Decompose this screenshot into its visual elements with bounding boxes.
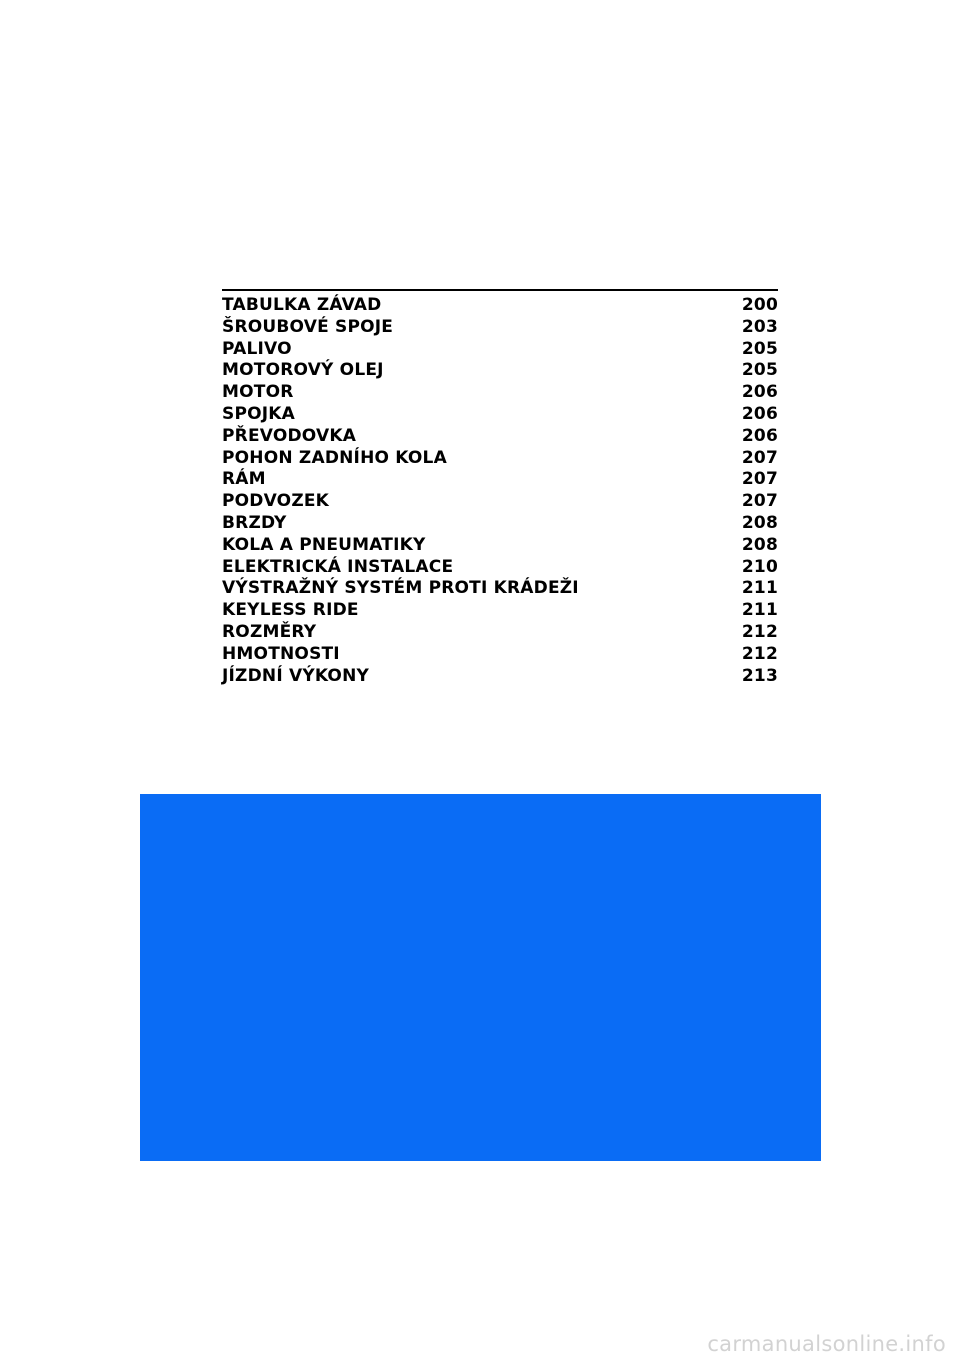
toc-entry-title: HMOTNOSTI [222, 643, 340, 664]
toc-entry-page: 212 [741, 643, 778, 664]
toc-entry-title: KEYLESS RIDE [222, 600, 359, 621]
toc-entry-page: 213 [741, 665, 778, 686]
toc-entry-title: PŘEVODOVKA [222, 425, 357, 446]
toc-entry[interactable] [222, 491, 778, 513]
toc-entry-title: ŠROUBOVÉ SPOJE [222, 316, 394, 337]
toc-entry-title: MOTOROVÝ OLEJ [222, 360, 384, 381]
toc-entry-title: SPOJKA [222, 403, 296, 424]
toc-entry-page: 211 [741, 600, 778, 621]
toc-entry[interactable] [222, 404, 778, 426]
toc-entry-page: 203 [741, 316, 778, 337]
toc-entry[interactable] [222, 382, 778, 404]
toc-entry-title: PODVOZEK [222, 491, 330, 512]
toc-entry-title: PALIVO [222, 338, 292, 359]
toc-entry[interactable] [222, 622, 778, 644]
toc-entry-page: 212 [741, 621, 778, 642]
toc-entry-title: ELEKTRICKÁ INSTALACE [222, 556, 454, 577]
toc-entry-page: 200 [741, 295, 778, 315]
toc-entry[interactable] [222, 295, 778, 317]
toc-entry[interactable] [222, 360, 778, 382]
toc-entry[interactable] [222, 557, 778, 579]
toc-entry[interactable] [222, 666, 778, 688]
toc-entry[interactable] [222, 317, 778, 339]
toc-entry-title: JÍZDNÍ VÝKONY [222, 665, 370, 686]
toc-entry-title: RÁM [222, 469, 266, 490]
toc-entry[interactable] [222, 644, 778, 666]
toc-entry-title: VÝSTRAŽNÝ SYSTÉM PROTI KRÁDEŽI [222, 578, 579, 599]
toc-entry[interactable] [222, 513, 778, 535]
toc-entry-page: 210 [741, 556, 778, 577]
toc-entry[interactable] [222, 448, 778, 470]
toc-entry-page: 205 [741, 360, 778, 381]
toc-entry-page: 211 [741, 578, 778, 599]
toc-entry-title: MOTOR [222, 382, 294, 403]
toc-entry-page: 208 [741, 534, 778, 555]
toc-entry-title: ROZMĚRY [222, 621, 317, 642]
toc-entry-page: 206 [741, 382, 778, 403]
toc-entry-page: 206 [741, 425, 778, 446]
toc-entry[interactable] [222, 535, 778, 557]
toc-entry-title: POHON ZADNÍHO KOLA [222, 447, 447, 468]
toc-entry-page: 206 [741, 403, 778, 424]
toc-entry[interactable] [222, 426, 778, 448]
toc-entry-page: 205 [741, 338, 778, 359]
chapter-color-panel [140, 794, 821, 1161]
toc-entry-title: BRZDY [222, 512, 287, 533]
toc-entry-title: TABULKA ZÁVAD [222, 295, 382, 315]
toc-entry[interactable] [222, 469, 778, 491]
toc-entry-page: 208 [741, 512, 778, 533]
toc-entry-page: 207 [741, 491, 778, 512]
watermark-text: carmanualsonline.info [707, 1332, 946, 1356]
toc-entry-page: 207 [741, 447, 778, 468]
toc-entry-page: 207 [741, 469, 778, 490]
toc-entry[interactable] [222, 339, 778, 361]
table-of-contents [222, 289, 778, 687]
toc-entry-title: KOLA A PNEUMATIKY [222, 534, 426, 555]
toc-entry[interactable] [222, 600, 778, 622]
toc-entry[interactable] [222, 578, 778, 600]
